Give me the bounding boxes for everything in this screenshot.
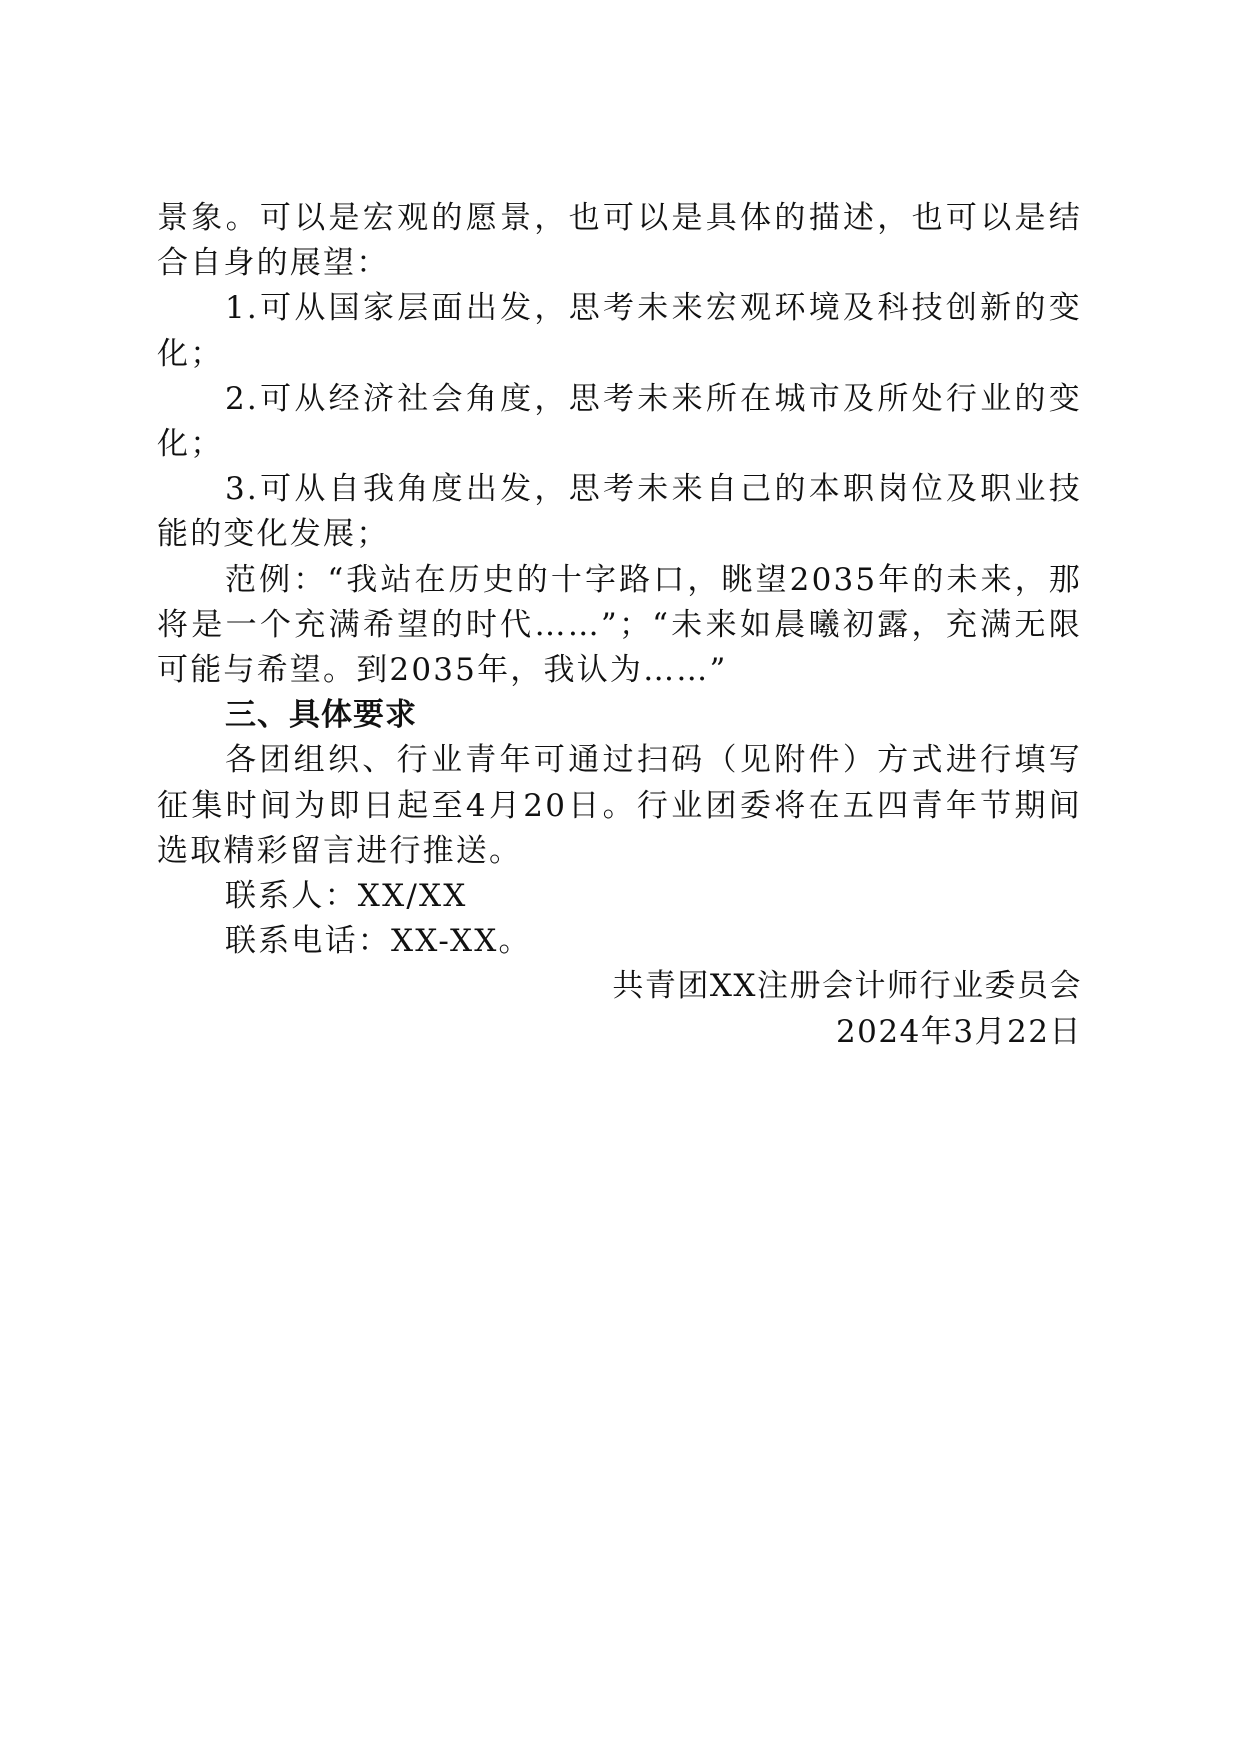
signature-organization: 共青团XX注册会计师行业委员会 [612, 968, 1082, 1005]
list-item-economic-social: 2.可从经济社会角度，思考未来所在城市及所处行业的变化； [157, 380, 1082, 463]
list-item-personal: 3.可从自我角度出发，思考未来自己的本职岗位及职业技能的变化发展； [157, 471, 1082, 553]
paragraph-vision-intro: 景象。可以是宏观的愿景，也可以是具体的描述，也可以是结合自身的展望： [157, 200, 1082, 282]
contact-person: 联系人：XX/XX [225, 878, 468, 915]
paragraph-example: 范例：“我站在历史的十字路口，眺望2035年的未来，那将是一个充满希望的时代……”；“未来如晨曦初露，充满无限可能与希望。到2035年，我认为……” [157, 561, 1082, 689]
section-heading-requirements: 三、具体要求 [225, 697, 417, 734]
signature-date: 2024年3月22日 [835, 1013, 1082, 1050]
list-item-national: 1.可从国家层面出发，思考未来宏观环境及科技创新的变化； [157, 290, 1082, 372]
contact-phone: 联系电话：XX-XX。 [225, 923, 532, 960]
document-body [157, 196, 1082, 1055]
paragraph-requirements: 各团组织、行业青年可通过扫码（见附件）方式进行填写征集时间为即日起至4月20日。行业团委将在五四青年节期间选取精彩留言进行推送。 [157, 742, 1082, 869]
